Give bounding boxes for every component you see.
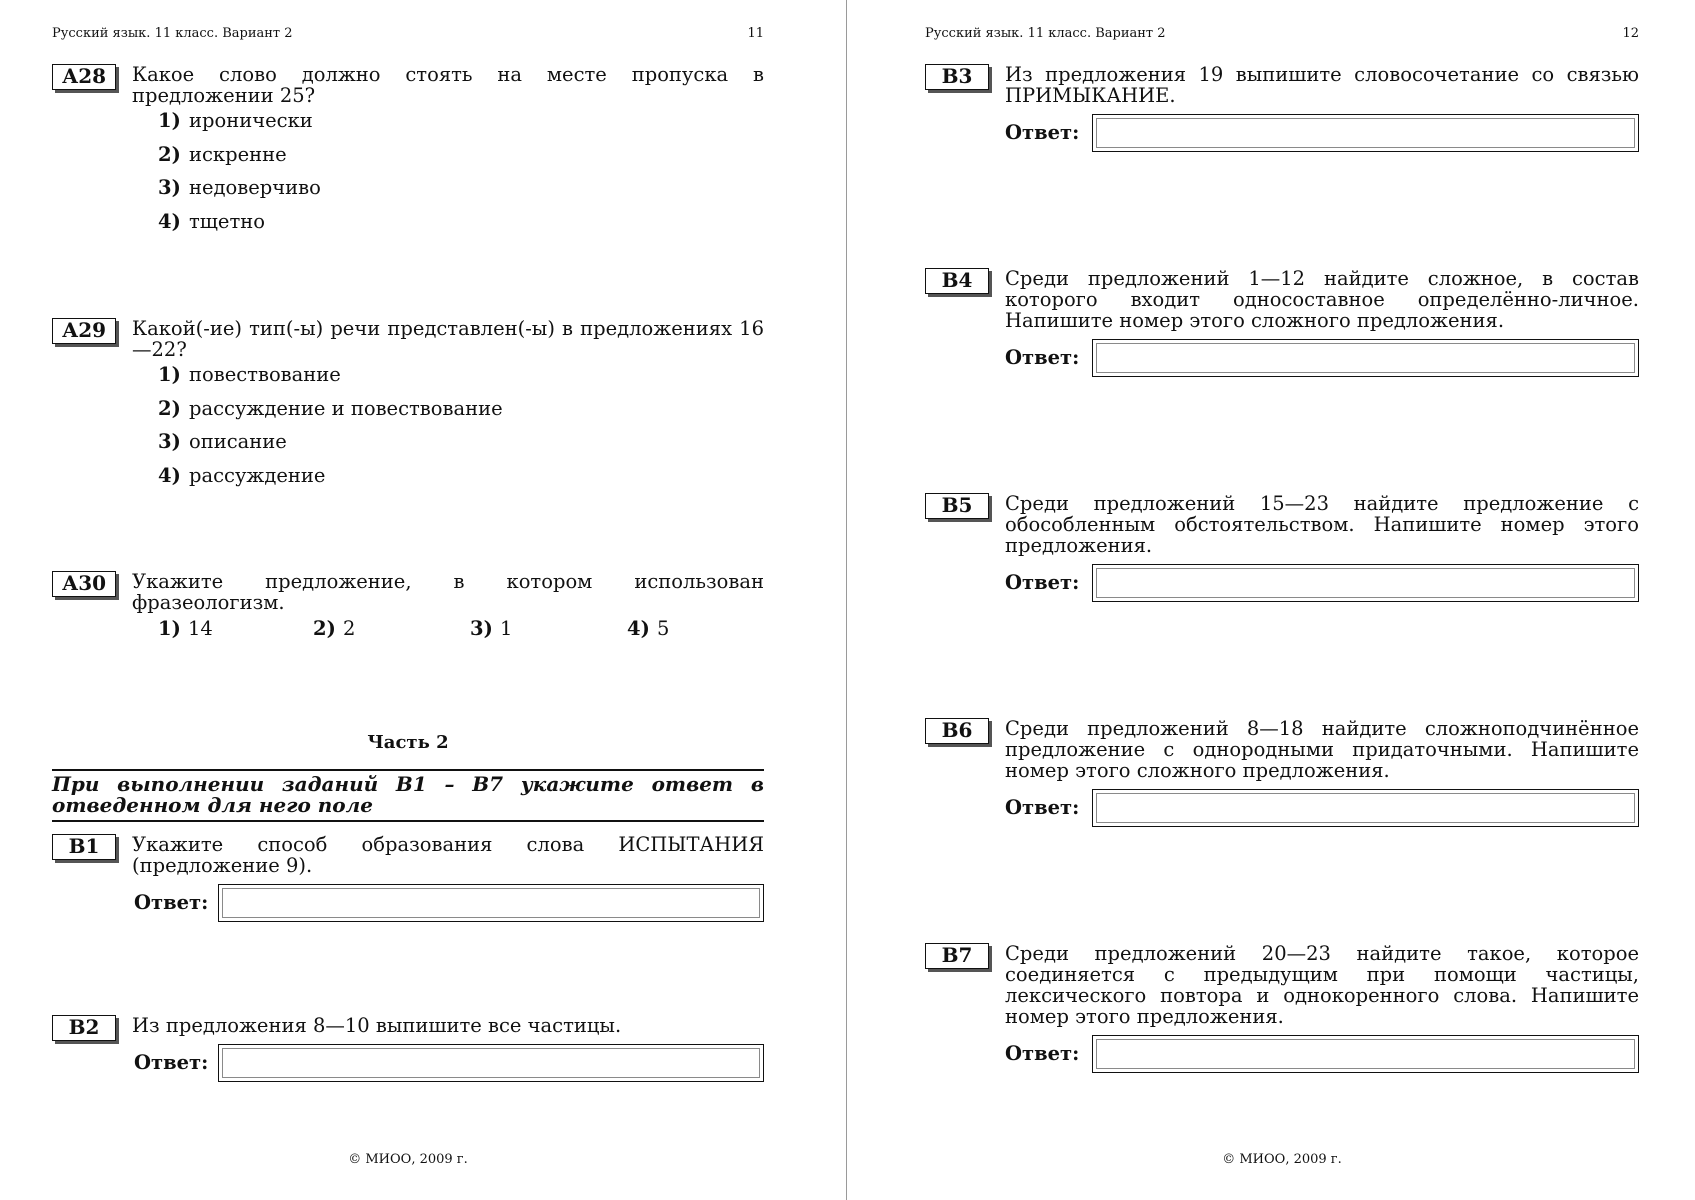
option-text: 5 xyxy=(657,617,670,640)
option-text: иронически xyxy=(189,109,313,132)
option-text: искренне xyxy=(189,142,287,166)
divider-line xyxy=(52,820,764,822)
task-label: В6 xyxy=(925,718,989,744)
option-number: 2) xyxy=(158,396,181,420)
answer-field[interactable] xyxy=(218,884,764,922)
task-question: Какое слово должно стоять на месте пропуска в предложении 25? xyxy=(132,63,764,107)
divider-line xyxy=(52,769,764,771)
copyright-footer: © МИОО, 2009 г. xyxy=(348,1152,468,1167)
task-b1 xyxy=(52,834,764,922)
option-number: 4) xyxy=(158,209,181,233)
option-3[interactable] xyxy=(158,432,764,466)
option-text: описание xyxy=(189,430,287,454)
task-b4 xyxy=(925,268,1639,377)
option-text: тщетно xyxy=(189,209,265,233)
answer-label: Ответ: xyxy=(1005,796,1080,819)
answer-label: Ответ: xyxy=(134,891,209,914)
answer-field-inner xyxy=(1096,793,1635,823)
option-3[interactable] xyxy=(470,619,512,639)
task-label: А29 xyxy=(52,318,116,344)
answer-row xyxy=(925,1035,1639,1073)
task-question: Укажите предложение, в котором использован фразеологизм. xyxy=(132,570,764,614)
answer-row xyxy=(925,564,1639,602)
option-1[interactable] xyxy=(158,619,213,639)
copyright-footer: © МИОО, 2009 г. xyxy=(1222,1152,1342,1167)
part-instruction: При выполнении заданий В1 – В7 укажите ответ в отведенном для него поле xyxy=(52,772,764,817)
running-header xyxy=(52,26,764,44)
option-text: повествование xyxy=(189,363,341,386)
answer-options xyxy=(158,365,764,499)
task-question: Среди предложений 20—23 найдите такое, которое соединяется с предыдущим при помощи частицы, лексического повтора и однокоренного слова. Напишите номер этого предложения. xyxy=(1005,942,1639,1028)
task-question: Какой(-ие) тип(-ы) речи представлен(-ы) в предложениях 16—22? xyxy=(132,317,764,361)
answer-label: Ответ: xyxy=(1005,346,1080,369)
task-label: А30 xyxy=(52,571,116,597)
left-page xyxy=(52,0,764,1200)
answer-options xyxy=(158,619,764,641)
task-question: Укажите способ образования слова ИСПЫТАНИЯ (предложение 9). xyxy=(132,833,764,877)
option-number: 1) xyxy=(158,363,181,386)
task-label: В1 xyxy=(52,834,116,860)
option-number: 2) xyxy=(158,142,181,166)
option-number: 1) xyxy=(158,617,181,640)
task-a28 xyxy=(52,64,764,245)
answer-field[interactable] xyxy=(1092,339,1639,377)
option-3[interactable] xyxy=(158,178,764,212)
answer-field[interactable] xyxy=(1092,789,1639,827)
running-header xyxy=(925,26,1639,44)
answer-row xyxy=(52,884,764,922)
answer-field-inner xyxy=(1096,568,1635,598)
page-number: 12 xyxy=(1622,26,1639,41)
option-number: 4) xyxy=(627,617,650,640)
task-label: В4 xyxy=(925,268,989,294)
option-text: рассуждение xyxy=(189,463,326,487)
answer-options xyxy=(158,111,764,245)
option-text: рассуждение и повествование xyxy=(189,396,503,420)
task-question: Среди предложений 8—18 найдите сложноподчинённое предложение с однородными придаточными. Напишите номер этого сложного предложения. xyxy=(1005,717,1639,782)
option-number: 3) xyxy=(158,176,181,200)
option-number: 4) xyxy=(158,463,181,487)
option-number: 3) xyxy=(470,617,493,640)
answer-label: Ответ: xyxy=(1005,121,1080,144)
task-label: А28 xyxy=(52,64,116,90)
task-question: Среди предложений 15—23 найдите предложение с обособленным обстоятельством. Напишите номер этого предложения. xyxy=(1005,492,1639,557)
answer-label: Ответ: xyxy=(1005,1042,1080,1065)
task-a29 xyxy=(52,318,764,499)
page-divider xyxy=(846,0,847,1200)
option-1[interactable] xyxy=(158,111,764,145)
task-label: В5 xyxy=(925,493,989,519)
answer-field-inner xyxy=(1096,1039,1635,1069)
task-b7 xyxy=(925,943,1639,1073)
task-label: В2 xyxy=(52,1015,116,1041)
option-text: недоверчиво xyxy=(189,176,321,200)
answer-field-inner xyxy=(222,888,760,918)
task-a30 xyxy=(52,571,764,641)
answer-field-inner xyxy=(1096,118,1635,148)
answer-row xyxy=(925,114,1639,152)
option-1[interactable] xyxy=(158,365,764,399)
option-text: 14 xyxy=(188,617,213,640)
answer-field[interactable] xyxy=(218,1044,764,1082)
task-label: В7 xyxy=(925,943,989,969)
task-question: Среди предложений 1—12 найдите сложное, в состав которого входит односоставное определённо-личное. Напишите номер этого сложного предложения. xyxy=(1005,267,1639,332)
task-b2 xyxy=(52,1015,764,1082)
option-4[interactable] xyxy=(158,209,764,246)
answer-field-inner xyxy=(1096,343,1635,373)
option-4[interactable] xyxy=(158,463,764,500)
option-2[interactable] xyxy=(313,619,355,639)
option-2[interactable] xyxy=(158,142,764,179)
header-title: Русский язык. 11 класс. Вариант 2 xyxy=(925,26,1166,41)
option-4[interactable] xyxy=(627,619,669,639)
answer-field[interactable] xyxy=(1092,564,1639,602)
task-b3 xyxy=(925,64,1639,152)
task-label: В3 xyxy=(925,64,989,90)
right-page xyxy=(925,0,1639,1200)
answer-label: Ответ: xyxy=(1005,571,1080,594)
page-number: 11 xyxy=(747,26,764,41)
answer-label: Ответ: xyxy=(134,1051,209,1074)
answer-field-inner xyxy=(222,1048,760,1078)
task-question: Из предложения 8—10 выпишите все частицы. xyxy=(132,1014,622,1037)
option-2[interactable] xyxy=(158,396,764,433)
option-text: 2 xyxy=(343,617,356,640)
header-title: Русский язык. 11 класс. Вариант 2 xyxy=(52,26,293,41)
option-text: 1 xyxy=(500,617,513,640)
answer-field[interactable] xyxy=(1092,114,1639,152)
task-question: Из предложения 19 выпишите словосочетание со связью ПРИМЫКАНИЕ. xyxy=(1005,63,1639,107)
option-number: 3) xyxy=(158,430,181,454)
answer-field[interactable] xyxy=(1092,1035,1639,1073)
answer-row xyxy=(52,1044,764,1082)
part-title: Часть 2 xyxy=(367,732,449,753)
answer-row xyxy=(925,789,1639,827)
task-b5 xyxy=(925,493,1639,602)
option-number: 1) xyxy=(158,109,181,132)
answer-row xyxy=(925,339,1639,377)
task-b6 xyxy=(925,718,1639,827)
option-number: 2) xyxy=(313,617,336,640)
